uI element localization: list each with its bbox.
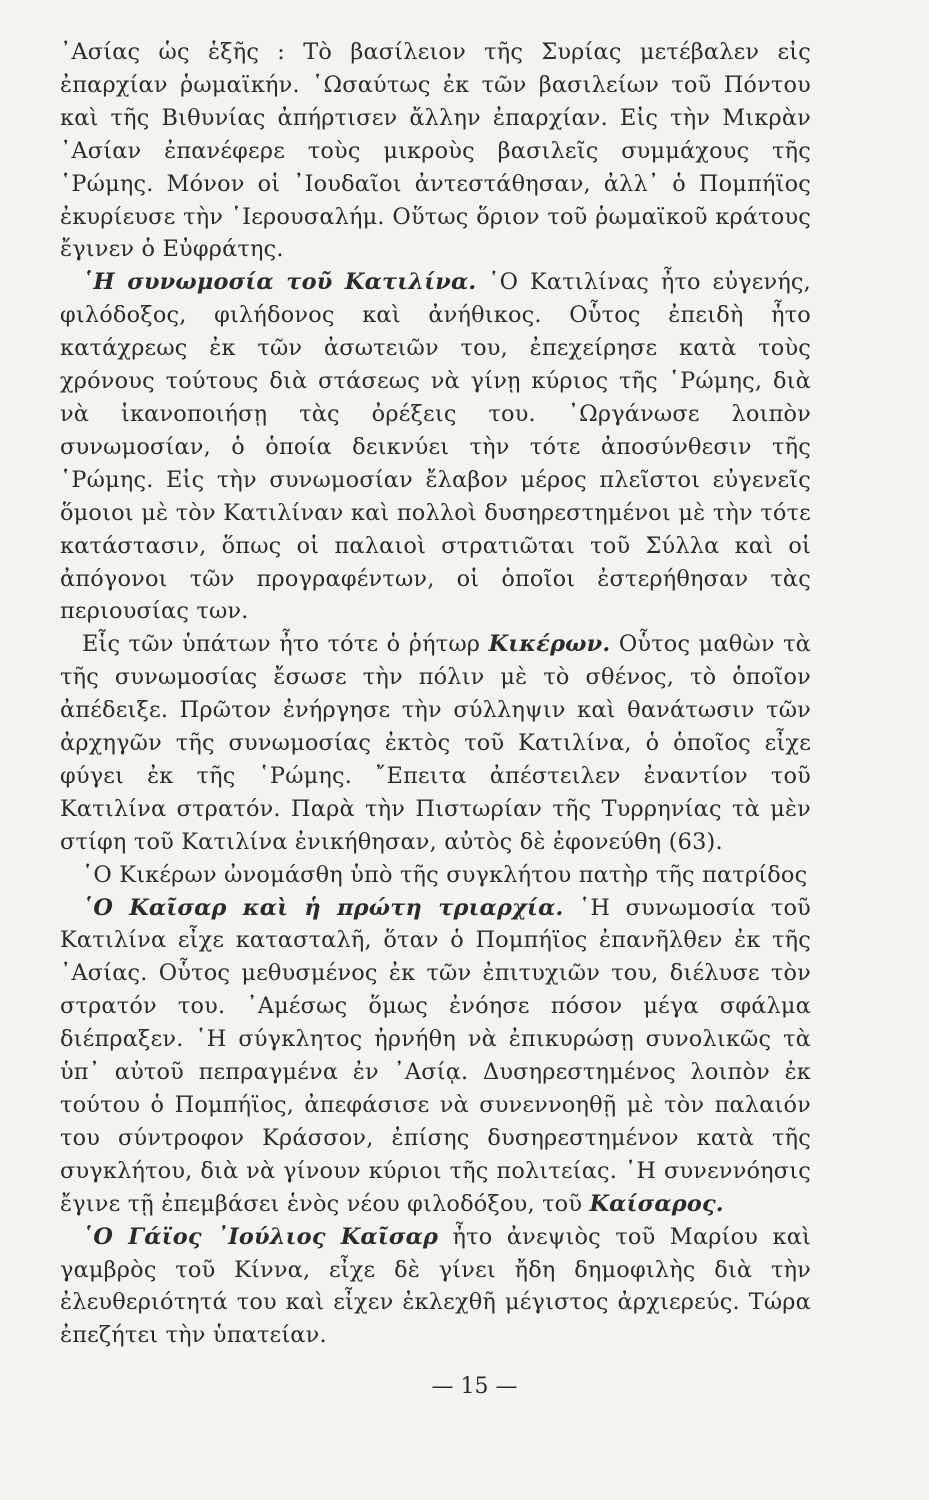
body-text (60, 36, 811, 1352)
text-run: ῾Η συνωμοσία τοῦ Κατιλίνα εἶχε κατασταλῆ, ὅταν ὁ Πομπήϊος ἐπανῆλθεν ἐκ τῆς ᾿Ασίας. Οὗτος μεθυσμένος ἐκ τῶν ἐπιτυχιῶν του, διέλυσε τὸν στρατόν του. ᾿Αμέσως ὅμως ἐνόησε πόσον μέγα σφάλμα διέπραξεν. ῾Η σύγκλητος ἠρνήθη νὰ ἐπικυρώσῃ συνολικῶς τὰ ὑπ᾿ αὐτοῦ πεπραγμένα ἐν ᾿Ασίᾳ. Δυσηρεστημένος λοιπὸν ἐκ τούτου ὁ Πομπήϊος, ἀπεφάσισε νὰ συνεννοηθῇ μὲ τὸν παλαιόν του σύντροφον Κράσσον, ἐπίσης δυσηρεστημένον κατὰ τῆς συγκλήτου, διὰ νὰ γίνουν κύριοι τῆς πολιτείας. ῾Η συνεννόησις ἔγινε τῇ ἐπεμβάσει ἑνὸς νέου φιλοδόξου, τοῦ (60, 894, 811, 1217)
section-heading-julius-caesar: ῾Ο Γάϊος ᾿Ιούλιος Καῖσαρ (82, 1223, 439, 1250)
paragraph-cicero-father (60, 859, 811, 892)
paragraph-first-triumvirate (60, 892, 811, 1221)
text-run: ἦτο ἀνεψιὸς τοῦ Μαρίου καὶ γαμβρὸς τοῦ Κίννα, εἶχε δὲ γίνει ἤδη δημοφιλὴς διὰ τὴν ἐλευθεριότητά του καὶ εἶχεν ἐκλεχθῆ μέγιστος ἀρχιερεύς. Τώρα ἐπεζήτει τὴν ὑπατείαν. (60, 1223, 811, 1349)
section-heading-triumvirate: ῾Ο Καῖσαρ καὶ ἡ πρώτη τριαρχία. (82, 894, 564, 921)
emphasis-cicero: Κικέρων. (488, 631, 611, 658)
text-run: Εἷς τῶν ὑπάτων ἦτο τότε ὁ ῥήτωρ (82, 631, 489, 658)
page-number: — 15 — (431, 1374, 518, 1399)
paragraph-1 (60, 36, 811, 266)
emphasis-caesar: Καίσαρος. (589, 1190, 724, 1217)
text-run: ῾Ο Κικέρων ὠνομάσθη ὑπὸ τῆς συγκλήτου πατὴρ τῆς πατρίδος (82, 861, 808, 888)
paragraph-cicero (60, 628, 811, 858)
text-run: Οὗτος μαθὼν τὰ τῆς συνωμοσίας ἔσωσε τὴν πόλιν μὲ τὸ σθένος, τὸ ὁποῖον ἀπέδειξε. Πρῶτον ἐνήργησε τὴν σύλληψιν καὶ θανάτωσιν τῶν ἀρχηγῶν τῆς συνωμοσίας ἐκτὸς τοῦ Κατιλίνα, ὁ ὁποῖος εἶχε φύγει ἐκ τῆς ῾Ρώμης. ῎Επειτα ἀπέστειλεν ἐναντίον τοῦ Κατιλίνα στρατόν. Παρὰ τὴν Πιστωρίαν τῆς Τυρρηνίας τὰ μὲν στίφη τοῦ Κατιλίνα ἐνικήθησαν, αὐτὸς δὲ ἐφονεύθη (63). (60, 631, 811, 855)
section-heading-catiline: ῾Η συνωμοσία τοῦ Κατιλίνα. (82, 269, 477, 296)
paragraph-julius-caesar (60, 1221, 811, 1353)
text-run: ῾Ο Κατιλίνας ἦτο εὐγενής, φιλόδοξος, φιλήδονος καὶ ἀνήθικος. Οὗτος ἐπειδὴ ἦτο κατάχρεως ἐκ τῶν ἀσωτειῶν του, ἐπεχείρησε κατὰ τοὺς χρόνους τούτους διὰ στάσεως νὰ γίνῃ κύριος τῆς ῾Ρώμης, διὰ νὰ ἱκανοποιήσῃ τὰς ὀρέξεις του. ᾿Ωργάνωσε λοιπὸν συνωμοσίαν, ὁ ὁποία δεικνύει τὴν τότε ἀποσύνθεσιν τῆς ῾Ρώμης. Εἰς τὴν συνωμοσίαν ἔλαβον μέρος πλεῖστοι εὐγενεῖς ὅμοιοι μὲ τὸν Κατιλίναν καὶ πολλοὶ δυσηρεστημένοι μὲ τὴν τότε κατάστασιν, ὅπως οἱ παλαιοὶ στρατιῶται τοῦ Σύλλα καὶ οἱ ἀπόγονοι τῶν προγραφέντων, οἱ ὁποῖοι ἐστερήθησαν τὰς περιουσίας των. (60, 269, 811, 625)
text-run: ᾿Ασίας ὡς ἑξῆς : Τὸ βασίλειον τῆς Συρίας μετέβαλεν εἰς ἐπαρχίαν ῥωμαϊκήν. ῾Ωσαύτως ἐκ τῶν βασιλείων τοῦ Πόντου καὶ τῆς Βιθυνίας ἀπήρτισεν ἄλλην ἐπαρχίαν. Εἰς τὴν Μικρὰν ᾿Ασίαν ἐπανέφερε τοὺς μικροὺς βασιλεῖς συμμάχους τῆς ῾Ρώμης. Μόνον οἱ ᾿Ιουδαῖοι ἀντεστάθησαν, ἀλλ᾿ ὁ Πομπήϊος ἐκυρίευσε τὴν ῾Ιερουσαλήμ. Οὕτως ὅριον τοῦ ῥωμαϊκοῦ κράτους ἔγινεν ὁ Εὐφράτης. (60, 39, 811, 263)
paragraph-catiline-conspiracy (60, 266, 811, 628)
